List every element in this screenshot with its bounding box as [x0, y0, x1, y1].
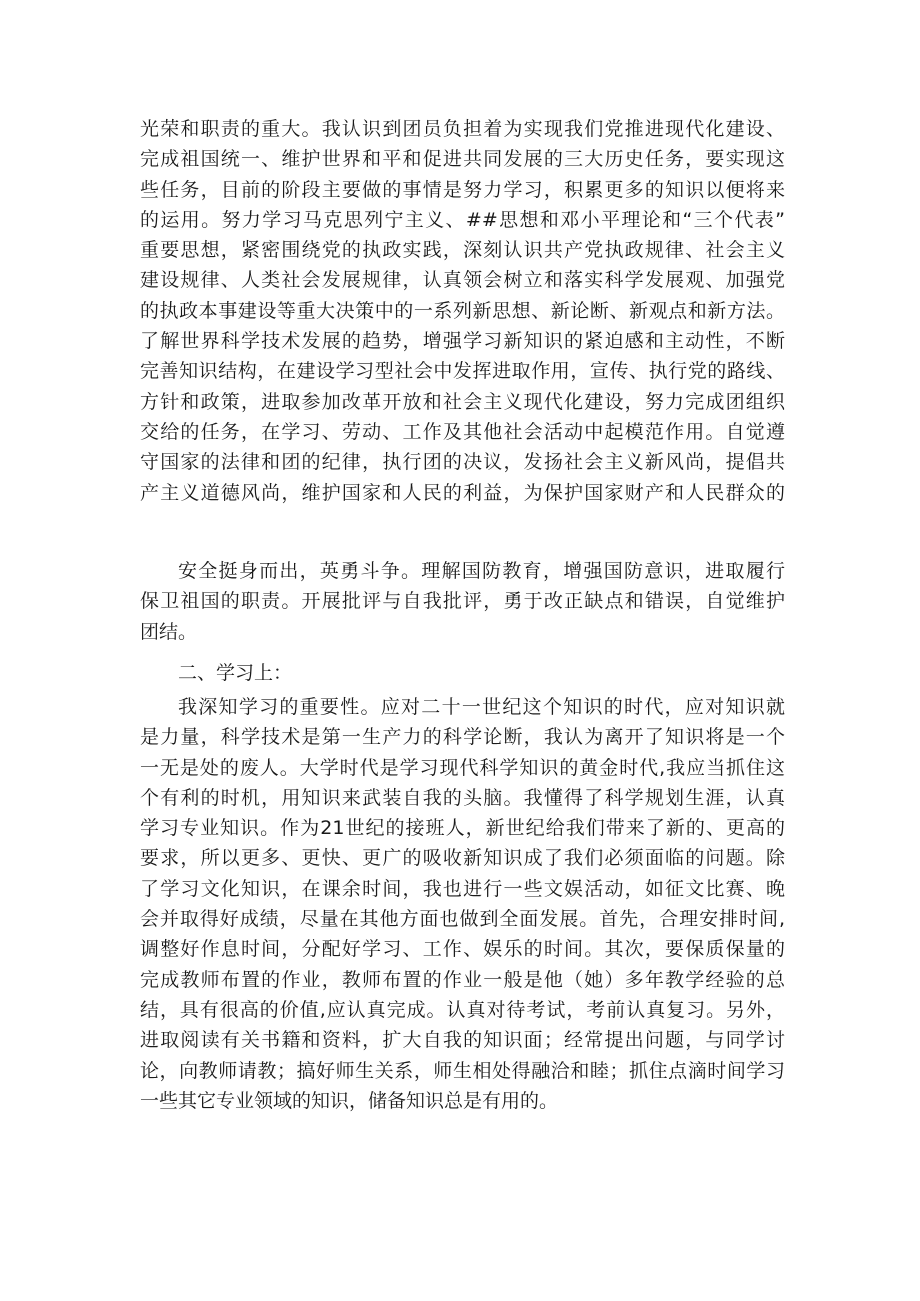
text-line: 些任务，目前的阶段主要做的事情是努力学习，积累更多的知识以便将来: [140, 178, 785, 201]
text-line: 学习专业知识。作为21世纪的接班人，新世纪给我们带来了新的、更高的: [140, 817, 785, 840]
text-line: 个有利的时机，用知识来武装自我的头脑。我懂得了科学规划生涯，认真: [140, 786, 785, 809]
text-line: 重要思想，紧密围绕党的执政实践，深刻认识共产党执政规律、社会主义: [140, 239, 785, 262]
text-line: 完成教师布置的作业，教师布置的作业一般是他（她）多年教学经验的总: [140, 968, 785, 991]
text-line: 交给的任务，在学习、劳动、工作及其他社会活动中起模范作用。自觉遵: [140, 420, 785, 443]
text-line: 团结。: [140, 620, 198, 643]
text-line: 完成祖国统一、维护世界和平和促进共同发展的三大历史任务，要实现这: [140, 148, 785, 171]
text-line: 守国家的法律和团的纪律，执行团的决议，发扬社会主义新风尚，提倡共: [140, 451, 785, 474]
text-line: 调整好作息时间，分配好学习、工作、娱乐的时间。其次，要保质保量的: [140, 938, 785, 961]
text-line: 一无是处的废人。大学时代是学习现代科学知识的黄金时代,我应当抓住这: [140, 756, 785, 779]
text-line: 光荣和职责的重大。我认识到团员负担着为实现我们党推进现代化建设、: [140, 118, 785, 140]
section-heading-block: [140, 658, 785, 688]
text-line: 结，具有很高的价值,应认真完成。认真对待考试，考前认真复习。另外，: [140, 998, 785, 1021]
text-line: 完善知识结构，在建设学习型社会中发挥进取作用，宣传、执行党的路线、: [140, 360, 785, 383]
text-line: 建设规律、人类社会发展规律，认真领会树立和落实科学发展观、加强党: [140, 269, 785, 292]
text-line: 一些其它专业领域的知识，储备知识总是有用的。: [140, 1089, 559, 1112]
text-line: 论，向教师请教；搞好师生关系，师生相处得融洽和睦；抓住点滴时间学习: [140, 1059, 785, 1082]
paragraph-study: [140, 692, 785, 1116]
paragraph-duties: [140, 114, 785, 508]
text-line: 会并取得好成绩，尽量在其他方面也做到全面发展。首先，合理安排时间,: [140, 908, 785, 931]
section-heading: 二、学习上：: [178, 662, 293, 684]
paragraph-defense: [140, 556, 785, 647]
text-line: 是力量，科学技术是第一生产力的科学论断，我认为离开了知识将是一个: [140, 726, 785, 749]
text-line: 安全挺身而出，英勇斗争。理解国防教育，增强国防意识，进取履行: [178, 560, 785, 582]
text-line: 了学习文化知识，在课余时间，我也进行一些文娱活动，如征文比赛、晚: [140, 877, 785, 900]
text-line: 的运用。努力学习马克思列宁主义、##思想和邓小平理论和“三个代表”: [140, 208, 785, 231]
text-line: 方针和政策，进取参加改革开放和社会主义现代化建设，努力完成团组织: [140, 390, 785, 413]
text-line: 的执政本事建设等重大决策中的一系列新思想、新论断、新观点和新方法。: [140, 299, 785, 322]
text-line: 产主义道德风尚，维护国家和人民的利益，为保护国家财产和人民群众的: [140, 481, 785, 504]
text-line: 我深知学习的重要性。应对二十一世纪这个知识的时代，应对知识就: [178, 696, 785, 718]
text-line: 要求，所以更多、更快、更广的吸收新知识成了我们必须面临的问题。除: [140, 847, 785, 870]
text-line: 进取阅读有关书籍和资料，扩大自我的知识面；经常提出问题，与同学讨: [140, 1029, 785, 1052]
text-line: 保卫祖国的职责。开展批评与自我批评，勇于改正缺点和错误，自觉维护: [140, 590, 785, 613]
text-line: 了解世界科学技术发展的趋势，增强学习新知识的紧迫感和主动性，不断: [140, 330, 785, 353]
